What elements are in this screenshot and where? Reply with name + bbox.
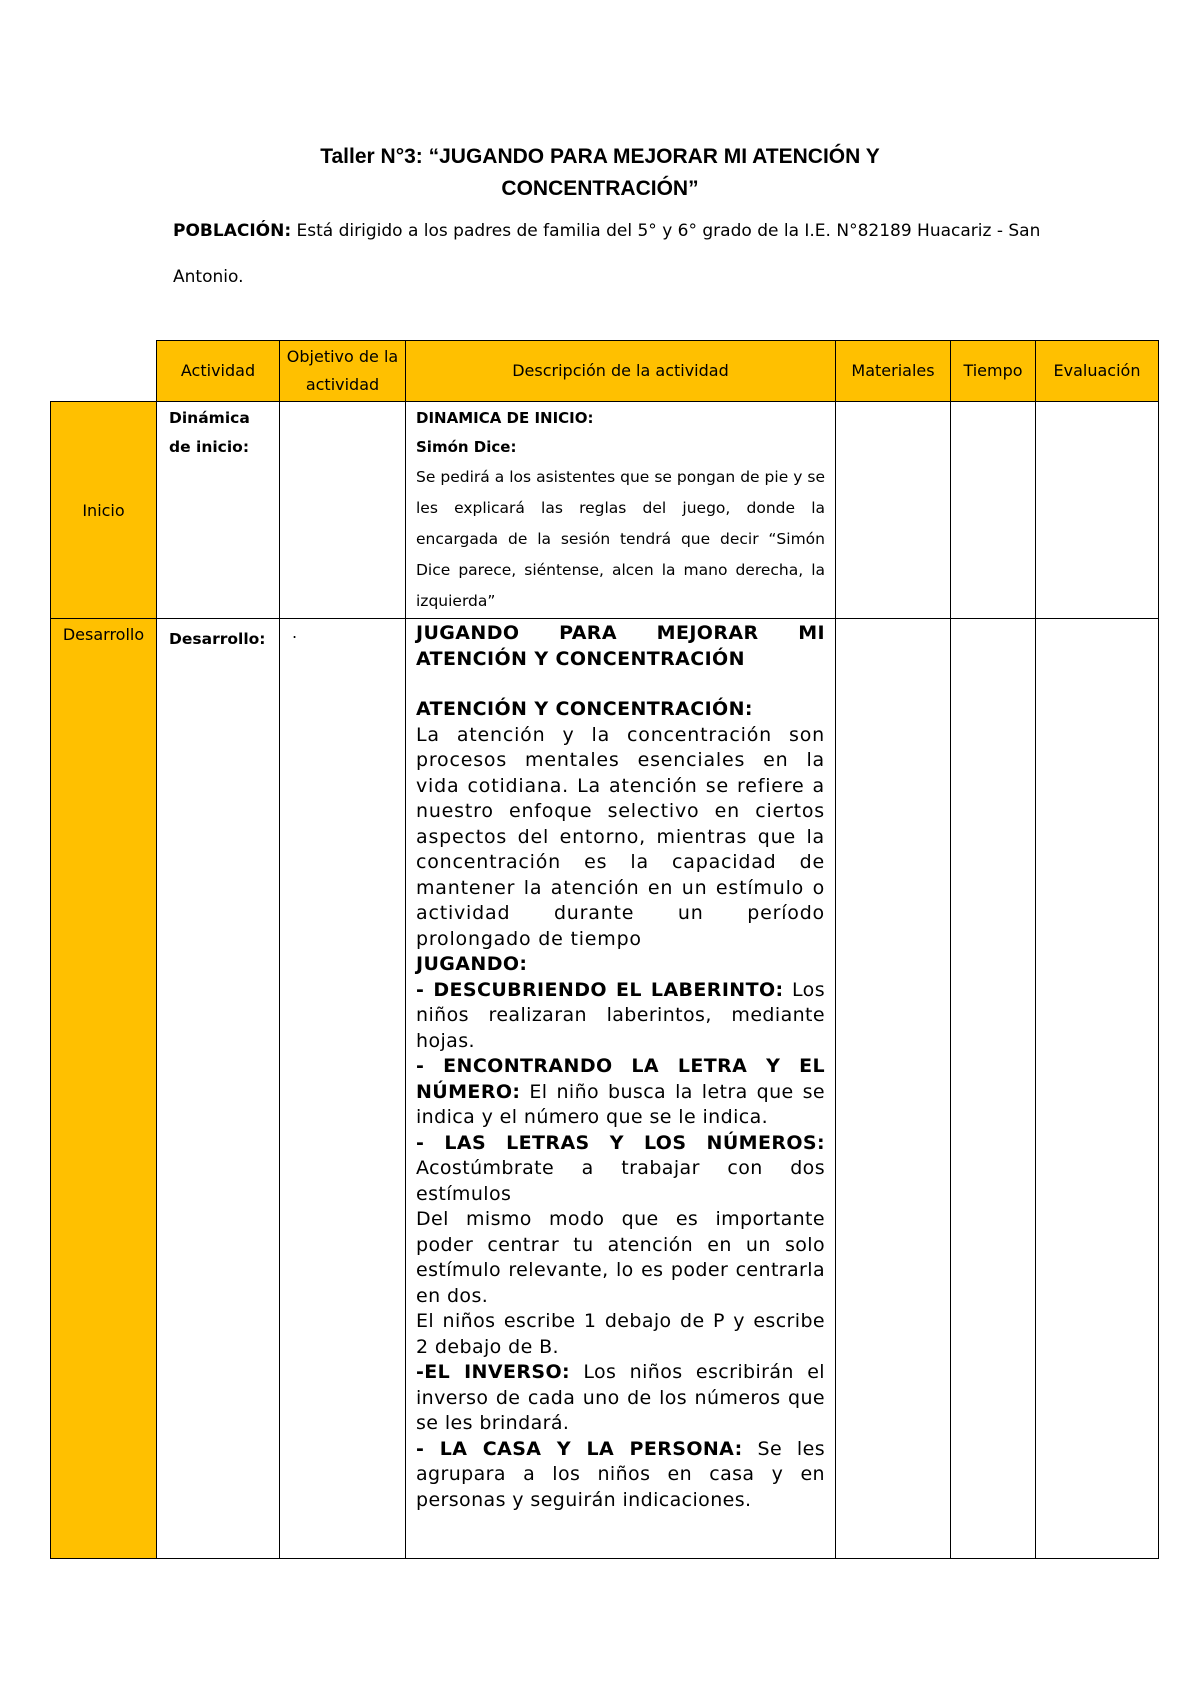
- header-empty-corner: [51, 341, 157, 402]
- table-row-inicio: [51, 402, 1159, 619]
- population-paragraph: [173, 208, 1053, 300]
- inicio-evaluacion: [1036, 402, 1159, 619]
- desarrollo-item-2: [416, 1054, 825, 1131]
- item-5-label: - LA CASA Y LA PERSONA:: [416, 1437, 743, 1460]
- desarrollo-evaluacion: [1036, 619, 1159, 1559]
- inicio-materiales: [836, 402, 951, 619]
- desarrollo-intro: La atención y la concentración son procesos mentales esenciales en la vida cotidiana. La atención se refiere a nuestro enfoque selectivo en ciertos aspectos del entorno, mientras que la concentración es la capacidad de mantener la atención en un estímulo o actividad durante un período prolongado de tiempo: [416, 723, 825, 950]
- desarrollo-item-1: [416, 978, 825, 1055]
- inicio-desc-title: DINAMICA DE INICIO:: [416, 409, 594, 427]
- header-objetivo: Objetivo de la actividad: [280, 341, 406, 402]
- item-1-label: - DESCUBRIENDO EL LABERINTO:: [416, 978, 784, 1001]
- workshop-title: [0, 141, 1200, 205]
- desarrollo-item-5: [416, 1437, 825, 1514]
- header-descripcion: Descripción de la actividad: [406, 341, 836, 402]
- item-4-text: Los niños escribirán el inverso de cada uno de los números que se les brindará.: [416, 1361, 825, 1434]
- inicio-objetivo: [280, 402, 406, 619]
- title-line-2: CONCENTRACIÓN”: [501, 177, 699, 200]
- item-3-text: Acostúmbrate a trabajar con dos estímulos: [416, 1157, 825, 1205]
- header-actividad: Actividad: [157, 341, 280, 402]
- inicio-tiempo: [951, 402, 1036, 619]
- item-2-label: - ENCONTRANDO LA LETRA Y EL NÚMERO:: [416, 1055, 825, 1103]
- desarrollo-objetivo: .: [280, 619, 406, 1559]
- item-3-label: - LAS LETRAS Y LOS NÚMEROS:: [416, 1131, 825, 1154]
- header-evaluacion: Evaluación: [1036, 341, 1159, 402]
- inicio-actividad: Dinámica de inicio:: [157, 402, 280, 619]
- table-header-row: [51, 341, 1159, 402]
- desarrollo-item-3: [416, 1131, 825, 1208]
- header-tiempo: Tiempo: [951, 341, 1036, 402]
- desarrollo-item-4: [416, 1360, 825, 1437]
- desarrollo-descripcion: [406, 619, 836, 1559]
- header-materiales: Materiales: [836, 341, 951, 402]
- item-5-text: Se les agrupara a los niños en casa y en personas y seguirán indicaciones.: [416, 1437, 825, 1511]
- title-line-1: Taller N°3: “JUGANDO PARA MEJORAR MI ATENCIÓN Y: [320, 145, 880, 168]
- desarrollo-jugando: JUGANDO:: [416, 953, 528, 975]
- item-4-label: -EL INVERSO:: [416, 1361, 571, 1383]
- desarrollo-item-3-p3: El niños escribe 1 debajo de P y escribe 2 debajo de B.: [416, 1310, 825, 1358]
- phase-inicio: Inicio: [51, 402, 157, 619]
- population-text: Está dirigido a los padres de familia del 5° y 6° grado de la I.E. N°82189 Huacariz - San Antonio.: [173, 221, 1041, 287]
- item-1-text: Los niños realizaran laberintos, mediante hojas.: [416, 978, 825, 1052]
- phase-desarrollo: Desarrollo: [51, 619, 157, 1559]
- table-row-desarrollo: [51, 619, 1159, 1559]
- inicio-desc-subtitle: Simón Dice:: [416, 438, 517, 456]
- desarrollo-item-3-p2: Del mismo modo que es importante poder centrar tu atención en un solo estímulo relevante, lo es poder centrarla en dos.: [416, 1208, 825, 1307]
- desarrollo-heading: JUGANDO PARA MEJORAR MI ATENCIÓN Y CONCENTRACIÓN: [416, 622, 825, 670]
- desarrollo-subheading: ATENCIÓN Y CONCENTRACIÓN:: [416, 698, 753, 720]
- population-label: POBLACIÓN:: [173, 221, 292, 241]
- activity-plan-table: [50, 340, 1159, 1559]
- item-2-text: El niño busca la letra que se indica y el número que se le indica.: [416, 1080, 825, 1128]
- inicio-desc-text: Se pedirá a los asistentes que se pongan de pie y se les explicará las reglas del juego, donde la encargada de la sesión tendrá que decir “Simón Dice parece, siéntense, alcen la mano derecha, la izquierda”: [416, 468, 825, 610]
- inicio-descripcion: [406, 402, 836, 619]
- desarrollo-actividad: Desarrollo:: [157, 619, 280, 1559]
- desarrollo-materiales: [836, 619, 951, 1559]
- desarrollo-tiempo: [951, 619, 1036, 1559]
